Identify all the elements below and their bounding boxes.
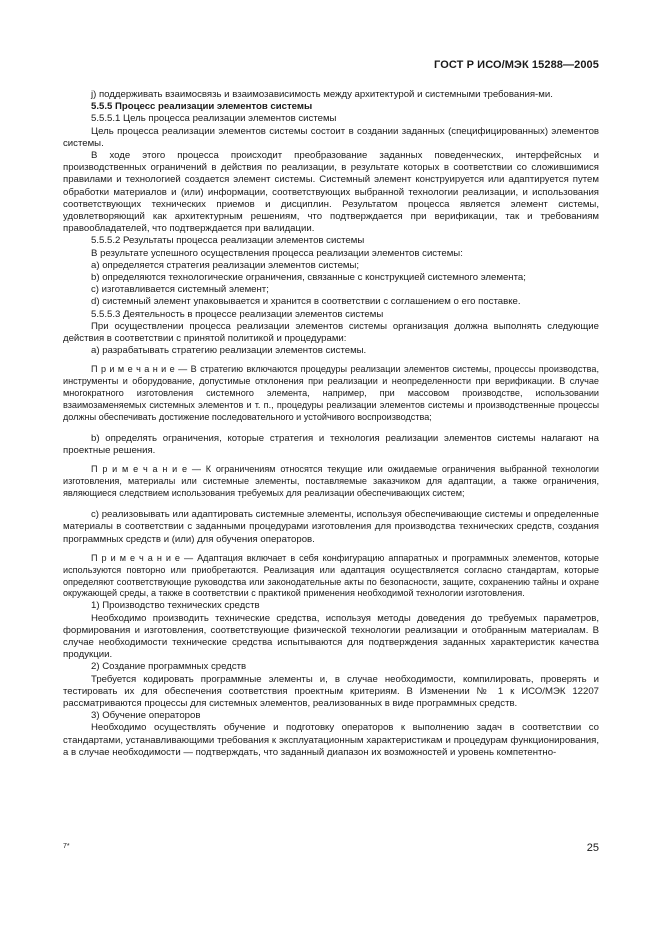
subsection-title-5-5-5-3: 5.5.5.3 Деятельность в процессе реализации элементов системы bbox=[91, 308, 384, 320]
document-code-header: ГОСТ Р ИСО/МЭК 15288—2005 bbox=[434, 59, 599, 71]
note-strategy: П р и м е ч а н и е — В стратегию включаются процедуры реализации элементов системы, процессы производства, инструменты и оборудование, допустимые отклонения при реализации и неопределенности при верификации. В случае многократного изготовления системного элемента, например, при массовом производстве, использовании взаимозаменяемых системных элементов и т. п., процедуры реализации элементов системы и производственные процессы должны обеспечивать достижение последовательного и устойчивого воспроизводства; bbox=[63, 364, 599, 423]
paragraph-software: Требуется кодировать программные элементы и, в случае необходимости, компилировать, проверять и тестировать их для обеспечения соответствия проектным критериям. В Изменении № 1 к ИСО/МЭК 12207 рассматриваются процессы для системных элементов, реализованных в виде программных средств. bbox=[63, 673, 599, 709]
outcome-item-b: b) определяются технологические ограничения, связанные с конструкцией системного элемента; bbox=[91, 272, 526, 284]
item-software-title: 2) Создание программных средств bbox=[91, 661, 247, 673]
activity-item-c: c) реализовывать или адаптировать системные элементы, используя обеспечивающие системы и определенные материалы в соответствии с заданными процедурами изготовления для производства технических средств, создания программных средств и (или) для обучения операторов. bbox=[63, 509, 599, 545]
sheet-mark: 7* bbox=[63, 843, 70, 850]
paragraph-process-description: В ходе этого процесса происходит преобразование заданных поведенческих, интерфейсных и производственных ограничений в действия по реализации, в результате которых в соответствии со сложившимися правилами и технологией создается элемент системы. Системный элемент конструируется или адаптируется путем обработки материалов и (или) информации, соответствующих выбранной технологии реализации, и использования соответствующих технических приемов и дисциплин. Результатом процесса является элемент системы, удовлетворяющий как архитектурным решениям, что подтверждается при верификации, так и требованиям правообладателей, что подтверждается при валидации. bbox=[63, 150, 599, 235]
activity-item-b: b) определять ограничения, которые стратегия и технология реализации элементов системы налагают на проектные решения. bbox=[63, 433, 599, 457]
item-operator-training-title: 3) Обучение операторов bbox=[91, 710, 201, 722]
paragraph-hardware: Необходимо производить технические средства, используя методы доведения до требуемых параметров, формирования и изготовления, соответствующие физической технологии реализации и отобранным материалам. В случае необходимости технические средства испытываются для подтверждения заданных характеристик качества продукции. bbox=[63, 612, 599, 661]
section-heading-5-5-5: 5.5.5 Процесс реализации элементов системы bbox=[91, 101, 313, 113]
outcome-item-d: d) системный элемент упаковывается и хранится в соответствии с соглашением о его поставке. bbox=[91, 296, 521, 308]
outcome-item-c: c) изготавливается системный элемент; bbox=[91, 284, 269, 296]
outcome-item-a: a) определяется стратегия реализации элементов системы; bbox=[91, 259, 360, 271]
item-hardware-title: 1) Производство технических средств bbox=[91, 600, 260, 612]
paragraph-purpose: Цель процесса реализации элементов системы состоит в создании заданных (специфицированных) элементов системы. bbox=[63, 125, 599, 149]
note-constraints: П р и м е ч а н и е — К ограничениям относятся текущие или ожидаемые ограничения выбранной технологии изготовления, материалы или системные элементы, поставляемые заказчиком для адаптации, а также ограничения, являющиеся следствием использования требуемых для реализации обеспечивающих систем; bbox=[63, 464, 599, 499]
list-item-j: j) поддерживать взаимосвязь и взаимозависимость между архитектурой и системными требования-ми. bbox=[91, 89, 553, 100]
subsection-title-5-5-5-2: 5.5.5.2 Результаты процесса реализации элементов системы bbox=[91, 235, 365, 247]
note-adaptation: П р и м е ч а н и е — Адаптация включает в себя конфигурацию аппаратных и программных элементов, которые используются повторно или приобретаются. Реализация или адаптация осуществляется согласно стандартам, которые определяют соответствующие руководства или законодательные акты по безопасности, защите, сохранению тайны и охране окружающей среды, а также в соответствии с практикой применения необходимой технологии изготовления. bbox=[63, 552, 599, 599]
document-body bbox=[63, 89, 599, 759]
paragraph-operator-training: Необходимо осуществлять обучение и подготовку операторов к выполнению задач в соответствии со стандартами, устанавливающими требования к эксплуатационным характеристикам и процедурам функционирования, а в случае необходимости — подтверждать, что заданный диапазон их возможностей и уровень компетентно- bbox=[63, 722, 599, 758]
activity-item-a: a) разрабатывать стратегию реализации элементов системы. bbox=[91, 345, 367, 357]
page-number: 25 bbox=[586, 842, 599, 854]
subsection-title-5-5-5-1: 5.5.5.1 Цель процесса реализации элементов системы bbox=[91, 113, 337, 125]
paragraph-outcomes-intro: В результате успешного осуществления процесса реализации элементов системы: bbox=[91, 247, 463, 259]
paragraph-activities-intro: При осуществлении процесса реализации элементов системы организация должна выполнять следующие действия в соответствии с принятой политикой и процедурами: bbox=[63, 320, 599, 345]
